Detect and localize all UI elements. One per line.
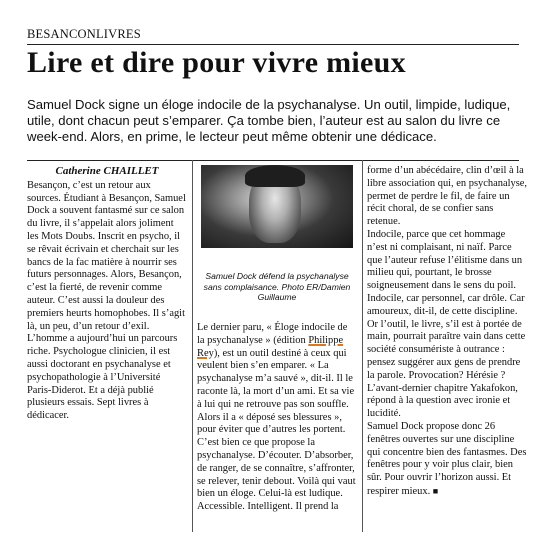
author-byline: Catherine CHAILLET [55, 165, 159, 177]
column-3-paragraph-4 [367, 421, 527, 499]
publisher-highlight: Philippe Rey) [197, 334, 344, 359]
column-divider-1 [192, 160, 193, 532]
column-2-text-end: , est un outil destiné à ceux qui veulent bien s’en emparer. « La psychanalyse m’a sauvé », dit-il. Il le raconte là, la mort d’un ami. Et sa vie à lui qui ne retrouve pas son souffle. Alors il a « déposé ses blessures », pour éviter que d’autres les portent. C’est bien ce que propose la psychanalyse. D’écouter. D’absorber, de ranger, de se connaître, s’affronter, se relever, tenir debout. Voilà qui vaut bien un éloge. Celui-là est ludique. Accessible. Intelligent. Il prend la [197, 347, 356, 513]
article-column-1 [27, 165, 187, 423]
column-2-text [197, 322, 357, 514]
column-divider-2 [362, 160, 363, 532]
section-rubric: BESANCONLIVRES [27, 27, 141, 41]
column-1-text: Besançon, c’est un retour aux sources. Étudiant à Besançon, Samuel Dock a souvent fantasmé sur ce salon du livre, il s’appelait alors joliment les Mots Doubs. Inscrit en psycho, il se rêvait écrivain et cherchait sur les bancs de la fac matière à nourrir ses futurs personnages. Alors, Besançon, c’est la fierté, de revenir comme auteur. C’est aussi la douleur des premiers heurts homophobes. Il s’agit là, un peu, d’un retour d’exil. L’homme a aujourd’hui un parcours riche. Psychologue clinicien, il est aussi doctorant en psychanalyse et psychopathologie à l’Université Paris-Diderot. Et a déjà publié plusieurs essais. Sept livres à dédicacer. [27, 179, 186, 422]
author-photo [201, 165, 353, 248]
article-column-3 [367, 165, 527, 499]
column-3-paragraph-1: forme d’un abécédaire, clin d’œil à la libre association qui, en psychanalyse, permet de perdre le fil, de faire un récit choral, de se confier sans retenue. [367, 165, 527, 228]
photo-hair-shape [245, 165, 305, 187]
column-3-paragraph-3: Or l’outil, le livre, s’il est à portée de main, pourrait paraître vain dans cette société consumériste à outrance : pensez suggérer aux gens de prendre la parole. Provocation? Hérésie ? L’avant-dernier chapitre Yakafokon, répond à la question avec ironie et lucidité. [367, 318, 526, 420]
column-3-paragraph-2: Indocile, parce que cet hommage n’est ni complaisant, ni naïf. Parce que l’auteur refuse l’élitisme dans un milieu qui, pourtant, le brosse soigneusement dans le sens du poil. Indocile, car personnel, car drôle. Car amoureux, dit-il, de cette discipline. [367, 228, 525, 317]
article-headline: Lire et dire pour vivre mieux [27, 46, 406, 79]
column-2-text-start: Le dernier paru, « Éloge indocile de la psychanalyse » (édition [197, 322, 348, 346]
article-column-2 [197, 322, 357, 514]
column-3-paragraph-4-text: Samuel Dock propose donc 26 fenêtres ouvertes sur une discipline qui concentre bien des fantasmes. Des fenêtres pour y voir plus clair, bien sûr. Pour ouvrir l’horizon aussi. Et respirer mieux. [367, 420, 527, 497]
photo-caption: Samuel Dock défend la psychanalyse sans complaisance. Photo ER/Damien Guillaume [203, 271, 351, 303]
article-lead: Samuel Dock signe un éloge indocile de la psychanalyse. Un outil, limpide, ludique, utile, dont chacun peut s’emparer. Ça tombe bien, l’auteur est au salon du livre ce week-end. Alors, en prime, le lecteur peut même obtenir une dédicace. [27, 97, 511, 144]
rubric-divider [27, 44, 519, 45]
body-divider [27, 160, 519, 161]
end-of-article-mark: ■ [432, 485, 439, 496]
